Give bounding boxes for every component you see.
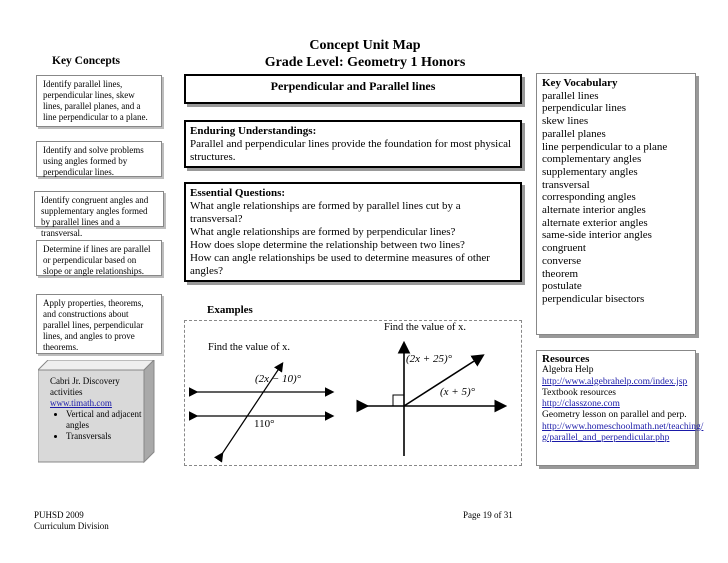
algebra-help-link[interactable]: http://www.algebrahelp.com/index.jsp: [542, 376, 688, 387]
lesson-label: Geometry lesson on parallel and perp.: [542, 410, 687, 421]
vocab-term: postulate: [542, 280, 582, 293]
classzone-link[interactable]: http://classzone.com: [542, 399, 620, 410]
homeschoolmath-link-part-2[interactable]: g/parallel_and_perpendicular.php: [542, 433, 670, 444]
enduring-heading: Enduring Understandings:: [190, 125, 317, 137]
enduring-text: Parallel and perpendicular lines provide the foundation for most physical structures.: [190, 138, 512, 163]
essential-line-6: angles?: [190, 265, 223, 277]
vocab-term: alternate interior angles: [542, 204, 646, 217]
vocab-term: converse: [542, 254, 582, 267]
vocab-term: parallel lines: [542, 89, 599, 102]
page-number: Page 19 of 31: [463, 510, 513, 520]
essential-line-4: How does slope determine the relationship between two lines?: [190, 239, 465, 251]
footer-org-line-1: PUHSD 2009: [34, 510, 84, 520]
homeschoolmath-link-part-1[interactable]: http://www.homeschoolmath.net/teaching/: [542, 421, 704, 432]
algebra-help-label: Algebra Help: [542, 365, 594, 376]
essential-questions-box: [184, 182, 522, 282]
vocab-term: alternate exterior angles: [542, 216, 648, 229]
example-2-prompt: Find the value of x.: [384, 322, 466, 333]
cabri-bullet-transversals: • Transversals: [66, 431, 144, 442]
key-concept-2: Identify and solve problems using angles formed by perpendicular lines.: [36, 141, 162, 177]
vocab-term: congruent: [542, 242, 586, 255]
example-1-expression: (2x − 10)°: [255, 373, 302, 385]
essential-line-2: transversal?: [190, 213, 243, 225]
vocab-term: perpendicular bisectors: [542, 292, 645, 305]
vocab-term: line perpendicular to a plane: [542, 140, 668, 153]
topic-box: [184, 74, 522, 104]
key-concept-1: Identify parallel lines, perpendicular lines, skew lines, parallel planes, and a line perpendicular to a plane.: [36, 75, 162, 127]
footer-org-line-2: Curriculum Division: [34, 521, 109, 531]
key-concepts-label: Key Concepts: [52, 55, 121, 67]
cabri-bullet-vertical: • Vertical and adjacent angles: [66, 409, 144, 431]
vocab-term: skew lines: [542, 115, 589, 128]
essential-line-3: What angle relationships are formed by perpendicular lines?: [190, 226, 456, 238]
resources-heading: Resources: [542, 353, 590, 365]
ex2-right-angle-mark: [393, 395, 404, 406]
vocab-term: perpendicular lines: [542, 102, 626, 115]
vocab-term: theorem: [542, 267, 579, 280]
footer-org: [34, 510, 109, 532]
key-concept-4: Determine if lines are parallel or perpendicular based on slope or angle relationships.: [36, 240, 162, 276]
key-vocabulary-box: [536, 73, 696, 335]
vocab-term: complementary angles: [542, 153, 642, 166]
document-title: Concept Unit Map: [309, 38, 421, 53]
essential-heading: Essential Questions:: [190, 187, 286, 199]
vocabulary-heading: Key Vocabulary: [542, 77, 618, 89]
textbook-label: Textbook resources: [542, 387, 616, 398]
vocab-term: corresponding angles: [542, 191, 636, 204]
examples-heading: Examples: [207, 304, 253, 316]
resources-box: [536, 350, 704, 466]
vocab-term: parallel planes: [542, 127, 606, 140]
key-concept-3: Identify congruent angles and supplementary angles formed by parallel lines and a transversal.: [34, 191, 164, 227]
key-concept-5: Apply properties, theorems, and constructions about parallel lines, perpendicular lines, and angles to prove theorems.: [36, 294, 162, 354]
vocab-term: transversal: [542, 178, 590, 191]
example-1-angle: 110°: [254, 418, 275, 430]
vocab-term: supplementary angles: [542, 165, 638, 178]
essential-line-5: How can angle relationships be used to determine measures of other: [190, 252, 490, 264]
example-2-expression-bottom: (x + 5)°: [440, 386, 476, 398]
topic-title: Perpendicular and Parallel lines: [270, 79, 436, 93]
vocab-term: same-side interior angles: [542, 229, 652, 242]
enduring-understandings-box: [184, 120, 522, 168]
cabri-line-2: activities: [50, 387, 83, 397]
cabri-line-1: Cabri Jr. Discovery: [50, 376, 120, 386]
example-1-prompt: Find the value of x.: [208, 342, 290, 353]
essential-line-1: What angle relationships are formed by parallel lines cut by a: [190, 200, 461, 212]
cabri-activities: [50, 376, 144, 442]
example-2-expression-top: (2x + 25)°: [406, 353, 453, 365]
grade-level: Grade Level: Geometry 1 Honors: [264, 55, 466, 70]
timath-link[interactable]: www.timath.com: [50, 398, 112, 408]
